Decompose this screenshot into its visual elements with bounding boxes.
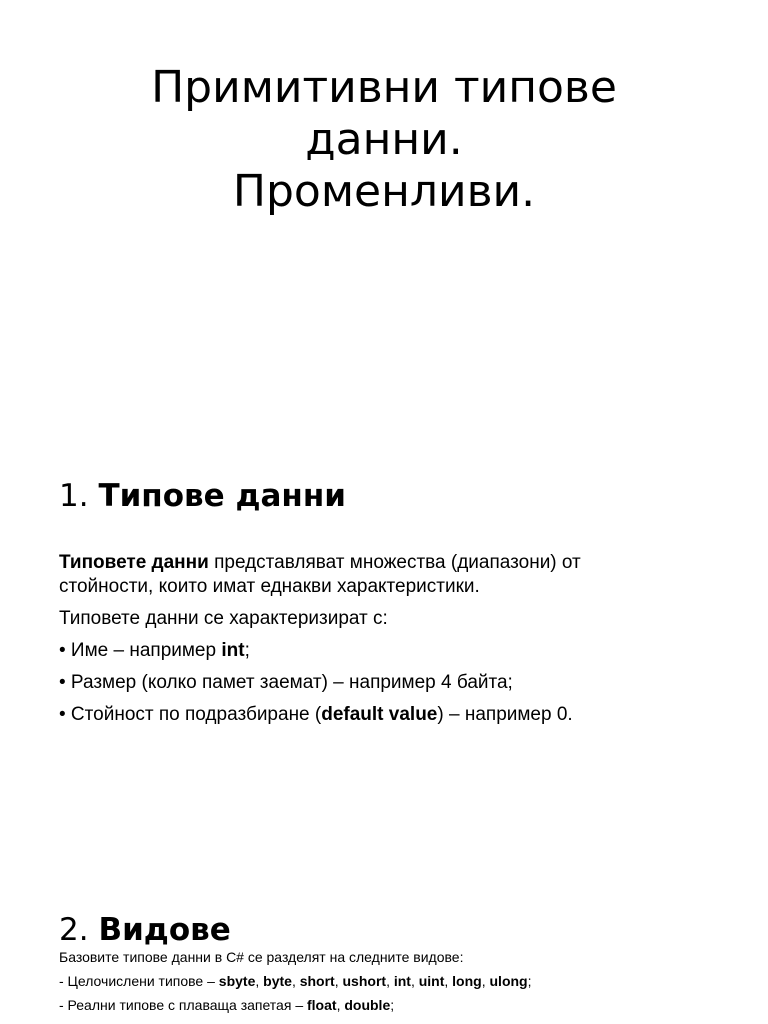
section-1-paragraph-2: Типовете данни се характеризират с: xyxy=(59,608,388,629)
section-2-number: 2. xyxy=(59,912,99,948)
section-2-intro: Базовите типове данни в C# се разделят на следните видове: xyxy=(59,949,464,965)
section-2-heading-text: Видове xyxy=(98,912,231,948)
section-1-paragraph-1-line-2: стойности, които имат еднакви характеристики. xyxy=(59,576,480,597)
section-1-heading xyxy=(59,478,346,514)
real-types-list: float, double xyxy=(307,997,391,1013)
bullet-name: • Име – например int; xyxy=(59,640,250,661)
real-types-line: - Реални типове с плаваща запетая – float, double; xyxy=(59,997,395,1013)
section-1-number: 1. xyxy=(59,478,99,514)
type-keyword: byte xyxy=(263,973,292,989)
section-2-heading xyxy=(59,912,231,948)
integer-types-line: - Целочислени типове – sbyte, byte, short, ushort, int, uint, long, ulong; xyxy=(59,973,532,989)
page-title xyxy=(0,62,768,218)
type-keyword: long xyxy=(452,973,482,989)
types-term: Типовете данни xyxy=(59,552,209,573)
section-2-body xyxy=(59,945,739,1017)
integer-types-list: sbyte, byte, short, ushort, int, uint, long, ulong xyxy=(218,973,528,989)
title-line-2: данни. xyxy=(305,114,463,165)
type-keyword: short xyxy=(299,973,335,989)
bullet-size: • Размер (колко памет заемат) – например 4 байта; xyxy=(59,672,513,693)
type-keyword: double xyxy=(344,997,391,1013)
section-1-heading-text: Типове данни xyxy=(98,478,346,514)
title-line-1: Примитивни типове xyxy=(151,62,617,113)
section-1-paragraph-1: Типовете данни представляват множества (диапазони) от xyxy=(59,552,581,573)
bullet-default-value: • Стойност по подразбиране (default value) – например 0. xyxy=(59,704,573,725)
section-1-body xyxy=(59,551,699,727)
type-keyword: float xyxy=(307,997,337,1013)
type-keyword: int xyxy=(393,973,411,989)
type-keyword: ushort xyxy=(342,973,387,989)
title-line-3: Променливи. xyxy=(232,166,536,217)
type-keyword: ulong xyxy=(489,973,528,989)
type-keyword: sbyte xyxy=(218,973,256,989)
type-keyword: uint xyxy=(418,973,445,989)
